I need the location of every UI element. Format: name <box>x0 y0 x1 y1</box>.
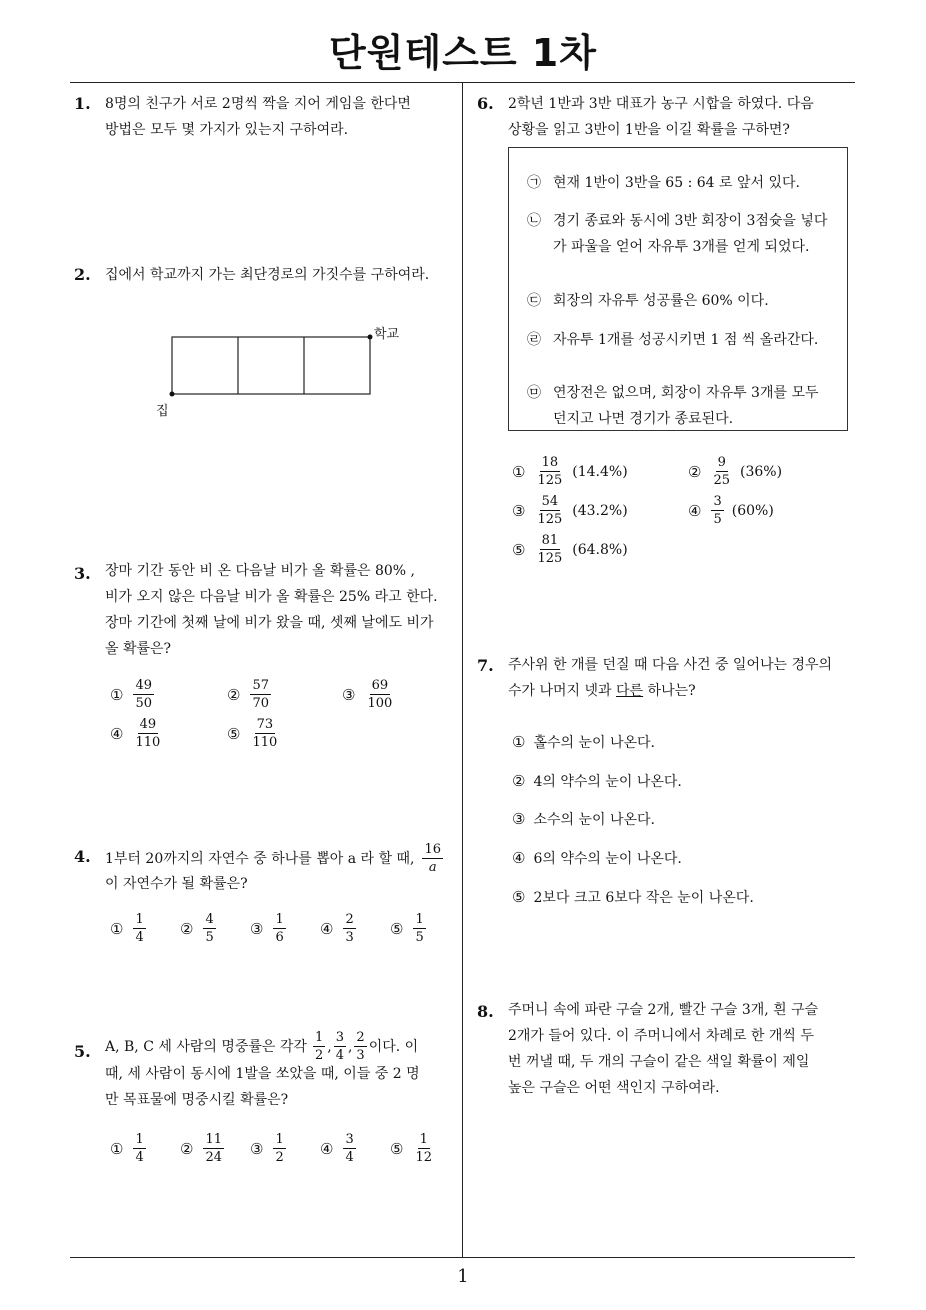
numerator: 11 <box>205 1132 222 1147</box>
denominator: 70 <box>252 696 269 711</box>
condition-text: 연장전은 없으며, 회장이 자유투 3개를 모두 던지고 나면 경기가 종료된다. <box>553 385 819 427</box>
page-number: 1 <box>457 1266 469 1287</box>
q8-text <box>508 997 818 1101</box>
option-fraction <box>203 912 215 945</box>
option-text: 6의 약수의 눈이 나온다. <box>533 851 682 867</box>
option-mark: ⑤ <box>227 724 241 743</box>
option-mark: ③ <box>512 810 526 828</box>
option-fraction <box>133 717 162 750</box>
option-mark: ④ <box>688 501 702 520</box>
q4-option-3[interactable] <box>250 912 288 945</box>
q6-number: 6. <box>477 94 494 113</box>
numerator: 54 <box>541 494 559 509</box>
q5-option-1[interactable] <box>110 1132 148 1165</box>
denominator: 24 <box>205 1150 222 1165</box>
q6-option-1[interactable] <box>512 455 628 488</box>
denominator: 12 <box>415 1150 432 1165</box>
q3-option-1[interactable] <box>110 678 156 711</box>
q3-text <box>105 558 438 662</box>
denominator: 110 <box>135 735 161 750</box>
q7-line: 하나는? <box>643 683 696 699</box>
numerator: 9 <box>717 455 726 470</box>
denominator: 5 <box>415 930 424 945</box>
q7-option-2[interactable] <box>512 771 682 791</box>
q3-option-3[interactable] <box>342 678 396 711</box>
numerator: 4 <box>205 912 214 927</box>
option-mark: ④ <box>320 1139 334 1158</box>
denominator: 6 <box>275 930 284 945</box>
option-mark: ① <box>512 462 526 481</box>
numerator: 1 <box>314 1030 324 1045</box>
q8-line: 2개가 들어 있다. 이 주머니에서 차례로 한 개씩 두 <box>508 1028 814 1044</box>
numerator: 73 <box>256 717 274 732</box>
q5-fraction-2 <box>334 1030 346 1063</box>
q5-option-4[interactable] <box>320 1132 358 1165</box>
q3-number: 3. <box>74 564 91 583</box>
q7-option-3[interactable] <box>512 809 655 829</box>
condition-mark: ㉡ <box>527 213 541 229</box>
numerator: 3 <box>713 494 722 509</box>
q8-line: 주머니 속에 파란 구슬 2개, 빨간 구슬 3개, 흰 구슬 <box>508 1002 819 1018</box>
q1-line: 방법은 모두 몇 가지가 있는지 구하여라. <box>105 122 349 138</box>
option-fraction <box>413 1132 434 1165</box>
q5-line: A, B, C 세 사람의 명중률은 각각 <box>105 1038 307 1055</box>
option-fraction <box>133 912 145 945</box>
option-text: 4의 약수의 눈이 나온다. <box>533 774 682 790</box>
denominator: 4 <box>345 1150 354 1165</box>
option-percent: (43.2%) <box>572 502 628 519</box>
numerator: 3 <box>345 1132 354 1147</box>
q4-text <box>105 842 455 897</box>
q7-line: 주사위 한 개를 던질 때 다음 사건 중 일어나는 경우의 <box>508 657 833 673</box>
q2-number: 2. <box>74 265 91 284</box>
q1-number: 1. <box>74 94 91 113</box>
q5-number: 5. <box>74 1042 91 1061</box>
denominator: 25 <box>713 473 730 488</box>
numerator: 69 <box>371 678 389 693</box>
option-fraction <box>133 678 154 711</box>
q3-line: 올 확률은? <box>105 641 172 657</box>
q6-option-5[interactable] <box>512 533 628 566</box>
condition-3 <box>527 288 833 314</box>
denominator: 5 <box>713 512 722 527</box>
q8-line: 높은 구슬은 어떤 색인지 구하여라. <box>508 1080 720 1096</box>
q7-option-1[interactable] <box>512 732 655 752</box>
numerator: 1 <box>419 1132 428 1147</box>
q1-line: 8명의 친구가 서로 2명씩 짝을 지어 게임을 한다면 <box>105 96 411 112</box>
option-fraction <box>343 1132 355 1165</box>
denominator: 125 <box>537 551 563 566</box>
option-mark: ① <box>110 919 124 938</box>
numerator: 57 <box>252 678 269 693</box>
q7-option-5[interactable] <box>512 887 754 907</box>
q6-option-2[interactable] <box>688 455 782 488</box>
option-mark: ⑤ <box>390 1139 404 1158</box>
numerator: 16 <box>424 842 442 857</box>
q7-number: 7. <box>477 656 494 675</box>
numerator: 2 <box>356 1030 365 1045</box>
numerator: 49 <box>135 678 152 693</box>
option-mark: ④ <box>512 849 526 867</box>
denominator: 2 <box>275 1150 284 1165</box>
grid-outline <box>172 337 370 394</box>
numerator: 1 <box>275 1132 284 1147</box>
q5-line: 때, 세 사람이 동시에 1발을 쏘았을 때, 이들 중 2 명 <box>105 1066 420 1082</box>
q3-option-5[interactable] <box>227 717 281 750</box>
option-fraction <box>535 494 564 527</box>
q2-text <box>105 262 429 288</box>
option-fraction <box>250 717 279 750</box>
denominator: 4 <box>135 1150 144 1165</box>
q5-line: 만 목표물에 명중시킬 확률은? <box>105 1092 289 1108</box>
column-divider <box>462 82 463 1258</box>
option-percent: (60%) <box>731 502 774 519</box>
bottom-rule <box>70 1257 855 1258</box>
numerator: 18 <box>541 455 559 470</box>
denominator: 5 <box>205 930 214 945</box>
q7-text <box>508 652 832 704</box>
condition-mark: ㉤ <box>527 385 541 401</box>
option-fraction <box>273 1132 285 1165</box>
q5-fraction-3 <box>354 1030 366 1063</box>
q3-option-4[interactable] <box>110 717 164 750</box>
condition-text: 회장의 자유투 성공률은 60% 이다. <box>553 293 769 309</box>
option-mark: ② <box>227 685 241 704</box>
q5-text <box>105 1030 455 1113</box>
q1-text <box>105 91 411 143</box>
option-mark: ② <box>180 1139 194 1158</box>
q3-line: 장마 기간에 첫째 날에 비가 왔을 때, 셋째 날에도 비가 <box>105 615 434 631</box>
grid-route-diagram <box>160 325 380 415</box>
q6-text <box>508 91 814 143</box>
q8-number: 8. <box>477 1002 494 1021</box>
q7-line: 수가 나머지 넷과 <box>508 683 617 699</box>
condition-5 <box>527 380 833 432</box>
condition-1 <box>527 170 833 196</box>
q5-option-5[interactable] <box>390 1132 436 1165</box>
option-mark: ② <box>512 772 526 790</box>
numerator: 81 <box>541 533 559 548</box>
numerator: 49 <box>139 717 157 732</box>
condition-text: 자유투 1개를 성공시키면 1 점 씩 올라간다. <box>553 332 819 348</box>
option-mark: ⑤ <box>512 540 526 559</box>
option-mark: ④ <box>320 919 334 938</box>
denominator: 4 <box>335 1048 344 1063</box>
q4-option-4[interactable] <box>320 912 358 945</box>
q5-line: 이다. 이 <box>368 1038 419 1055</box>
q5-fraction-1 <box>313 1030 325 1063</box>
denominator: 110 <box>252 735 278 750</box>
school-point <box>368 335 373 340</box>
option-fraction <box>343 912 355 945</box>
option-fraction <box>711 494 723 527</box>
q7-line-2 <box>508 678 832 704</box>
option-mark: ② <box>180 919 194 938</box>
condition-text: 경기 종료와 동시에 3반 회장이 3점슛을 넣다가 파울을 얻어 자유투 3개를 얻게 되었다. <box>553 213 828 255</box>
numerator: 2 <box>345 912 354 927</box>
school-label: 학교 <box>374 327 400 342</box>
condition-4 <box>527 327 833 353</box>
option-percent: (64.8%) <box>572 541 628 558</box>
option-fraction <box>203 1132 224 1165</box>
q5-option-3[interactable] <box>250 1132 288 1165</box>
condition-text: 현재 1반이 3반을 65 : 64 로 앞서 있다. <box>553 175 800 191</box>
denominator: 125 <box>537 473 563 488</box>
q4-number: 4. <box>74 847 91 866</box>
q6-option-4[interactable] <box>688 494 774 527</box>
option-mark: ③ <box>512 501 526 520</box>
numerator: 1 <box>135 1132 144 1147</box>
option-mark: ⑤ <box>512 888 526 906</box>
condition-mark: ㉠ <box>527 175 541 191</box>
condition-2 <box>527 208 833 260</box>
denominator: 125 <box>537 512 563 527</box>
denominator: 50 <box>135 696 152 711</box>
q7-underlined-word: 다른 <box>616 683 644 699</box>
q4-fraction <box>422 842 443 875</box>
option-percent: (14.4%) <box>572 463 628 480</box>
q4-option-1[interactable] <box>110 912 148 945</box>
denominator: 3 <box>356 1048 365 1063</box>
q8-line: 번 꺼낼 때, 두 개의 구슬이 같은 색일 확률이 제일 <box>508 1054 810 1070</box>
option-mark: ① <box>512 733 526 751</box>
option-fraction <box>413 912 425 945</box>
q4-option-2[interactable] <box>180 912 218 945</box>
condition-mark: ㉣ <box>527 332 541 348</box>
option-mark: ③ <box>342 685 356 704</box>
denominator: 3 <box>345 930 354 945</box>
option-mark: ① <box>110 1139 124 1158</box>
home-point <box>170 392 175 397</box>
numerator: 1 <box>135 912 144 927</box>
numerator: 1 <box>415 912 424 927</box>
page-title: 단원테스트 1차 <box>329 31 597 75</box>
q6-line: 상황을 읽고 3반이 1반을 이길 확률을 구하면? <box>508 122 790 138</box>
option-text: 홀수의 눈이 나온다. <box>533 735 655 751</box>
option-mark: ③ <box>250 1139 264 1158</box>
q3-line: 장마 기간 동안 비 온 다음날 비가 올 확률은 80% , <box>105 563 415 579</box>
option-fraction <box>535 455 564 488</box>
option-fraction <box>250 678 271 711</box>
denominator: 2 <box>314 1048 324 1063</box>
condition-mark: ㉢ <box>527 293 541 309</box>
numerator: 1 <box>275 912 284 927</box>
q5-line-1: A, B, C 세 사람의 명중률은 각각 $\frac{1}{2}$ , $\frac{3}{4}$ , $\frac{2}{3}$ 이다. 이 <box>105 1030 419 1063</box>
option-fraction <box>273 912 285 945</box>
option-text: 2보다 크고 6보다 작은 눈이 나온다. <box>533 890 754 906</box>
denominator: a <box>428 860 437 875</box>
q5-option-2[interactable] <box>180 1132 226 1165</box>
q3-line: 비가 오지 않은 다음날 비가 올 확률은 25% 라고 한다. <box>105 589 438 605</box>
option-text: 소수의 눈이 나온다. <box>533 812 655 828</box>
option-percent: (36%) <box>740 463 783 480</box>
option-mark: ④ <box>110 724 124 743</box>
q6-conditions-box <box>508 147 848 431</box>
q3-option-2[interactable] <box>227 678 273 711</box>
option-fraction <box>535 533 564 566</box>
q4-option-5[interactable] <box>390 912 428 945</box>
q7-option-4[interactable] <box>512 848 682 868</box>
denominator: 4 <box>135 930 144 945</box>
option-fraction <box>711 455 732 488</box>
q4-line: 이 자연수가 될 확률은? <box>105 876 248 892</box>
option-mark: ③ <box>250 919 264 938</box>
q2-line: 집에서 학교까지 가는 최단경로의 가짓수를 구하여라. <box>105 267 430 283</box>
q6-option-3[interactable] <box>512 494 628 527</box>
option-mark: ① <box>110 685 124 704</box>
option-mark: ⑤ <box>390 919 404 938</box>
q6-line: 2학년 1반과 3반 대표가 농구 시합을 하였다. 다음 <box>508 96 814 112</box>
denominator: 100 <box>367 696 393 711</box>
home-label: 집 <box>156 404 169 419</box>
option-fraction <box>133 1132 145 1165</box>
numerator: 3 <box>335 1030 344 1045</box>
option-mark: ② <box>688 462 702 481</box>
option-fraction <box>365 678 394 711</box>
q4-line: 1부터 20까지의 자연수 중 하나를 뽑아 a 라 할 때, <box>105 850 415 867</box>
